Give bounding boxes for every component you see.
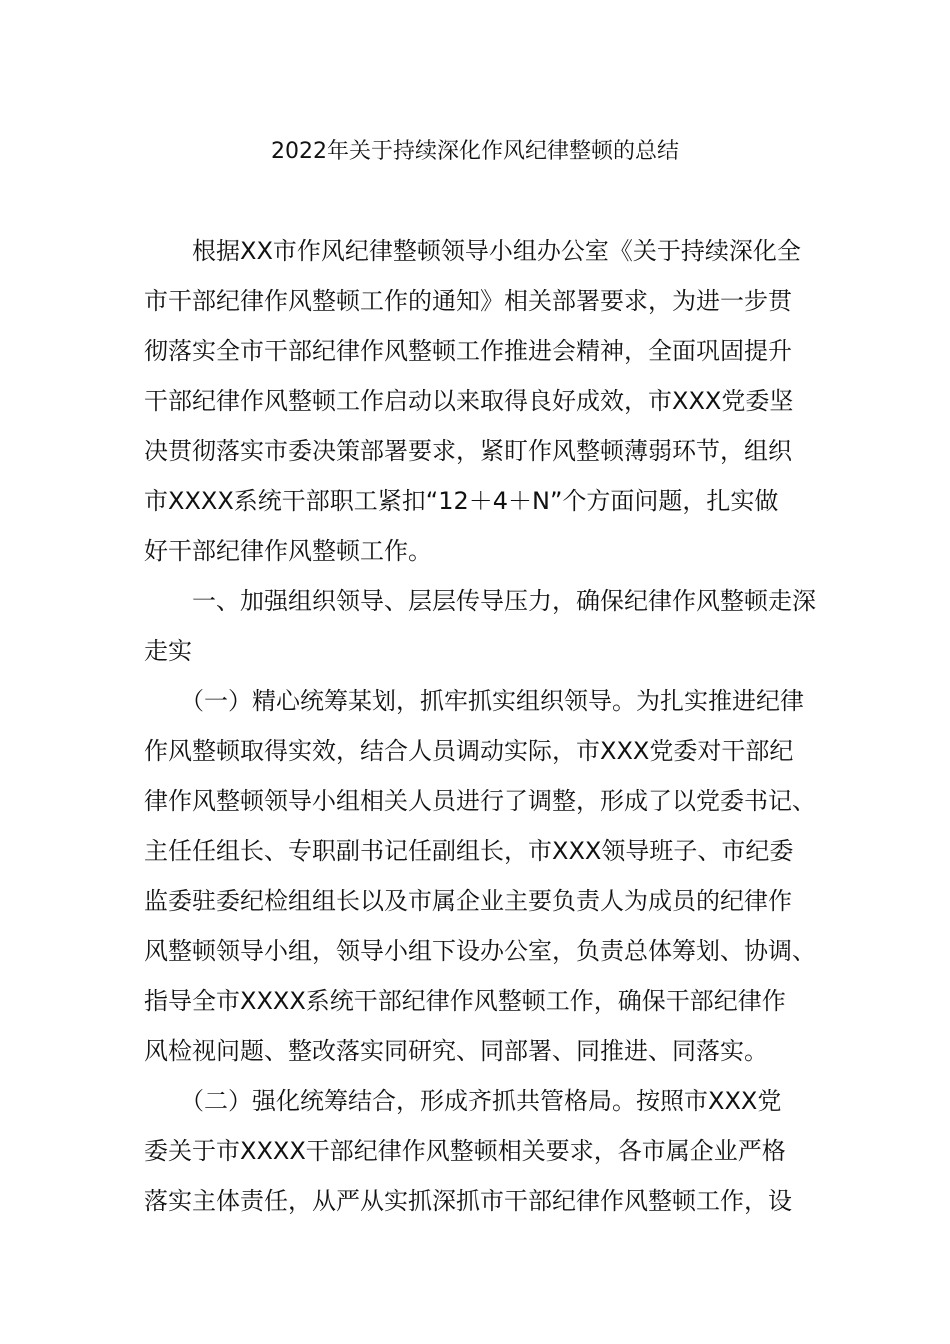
paragraph-line: 好干部纪律作风整顿工作。 xyxy=(144,537,432,565)
section-heading-line: 一、加强组织领导、层层传导压力，确保纪律作风整顿走深 xyxy=(144,587,816,615)
paragraph-line: 彻落实全市干部纪律作风整顿工作推进会精神，全面巩固提升 xyxy=(144,337,792,365)
paragraph-line: 作风整顿取得实效，结合人员调动实际，市XXX党委对干部纪 xyxy=(144,737,794,765)
paragraph-line: 干部纪律作风整顿工作启动以来取得良好成效，市XXX党委坚 xyxy=(144,387,794,415)
paragraph-line: 市干部纪律作风整顿工作的通知》相关部署要求，为进一步贯 xyxy=(144,287,792,315)
paragraph-line: 监委驻委纪检组组长以及市属企业主要负责人为成员的纪律作 xyxy=(144,887,792,915)
paragraph-line: （二）强化统筹结合，形成齐抓共管格局。按照市XXX党 xyxy=(144,1087,782,1115)
paragraph-line: 决贯彻落实市委决策部署要求，紧盯作风整顿薄弱环节，组织 xyxy=(144,437,792,465)
paragraph-line: 风整顿领导小组，领导小组下设办公室，负责总体筹划、协调、 xyxy=(144,937,816,965)
paragraph-line: 根据XX市作风纪律整顿领导小组办公室《关于持续深化全 xyxy=(144,237,801,265)
paragraph-line: （一）精心统筹某划，抓牢抓实组织领导。为扎实推进纪律 xyxy=(144,687,804,715)
document-title: 2022年关于持续深化作风纪律整顿的总结 xyxy=(271,139,679,164)
section-heading-line: 走实 xyxy=(144,637,192,665)
paragraph-line: 指导全市XXXX系统干部纪律作风整顿工作，确保干部纪律作 xyxy=(144,987,786,1015)
paragraph-line: 律作风整顿领导小组相关人员进行了调整，形成了以党委书记、 xyxy=(144,787,816,815)
paragraph-line: 落实主体责任，从严从实抓深抓市干部纪律作风整顿工作，设 xyxy=(144,1187,792,1215)
paragraph-line: 委关于市XXXX干部纪律作风整顿相关要求，各市属企业严格 xyxy=(144,1137,786,1165)
paragraph-line: 风检视问题、整改落实同研究、同部署、同推进、同落实。 xyxy=(144,1037,768,1065)
paragraph-line: 主任任组长、专职副书记任副组长，市XXX领导班子、市纪委 xyxy=(144,837,794,865)
paragraph-line: 市XXXX系统干部职工紧扣“12＋4＋N”个方面问题，扎实做 xyxy=(144,487,779,515)
